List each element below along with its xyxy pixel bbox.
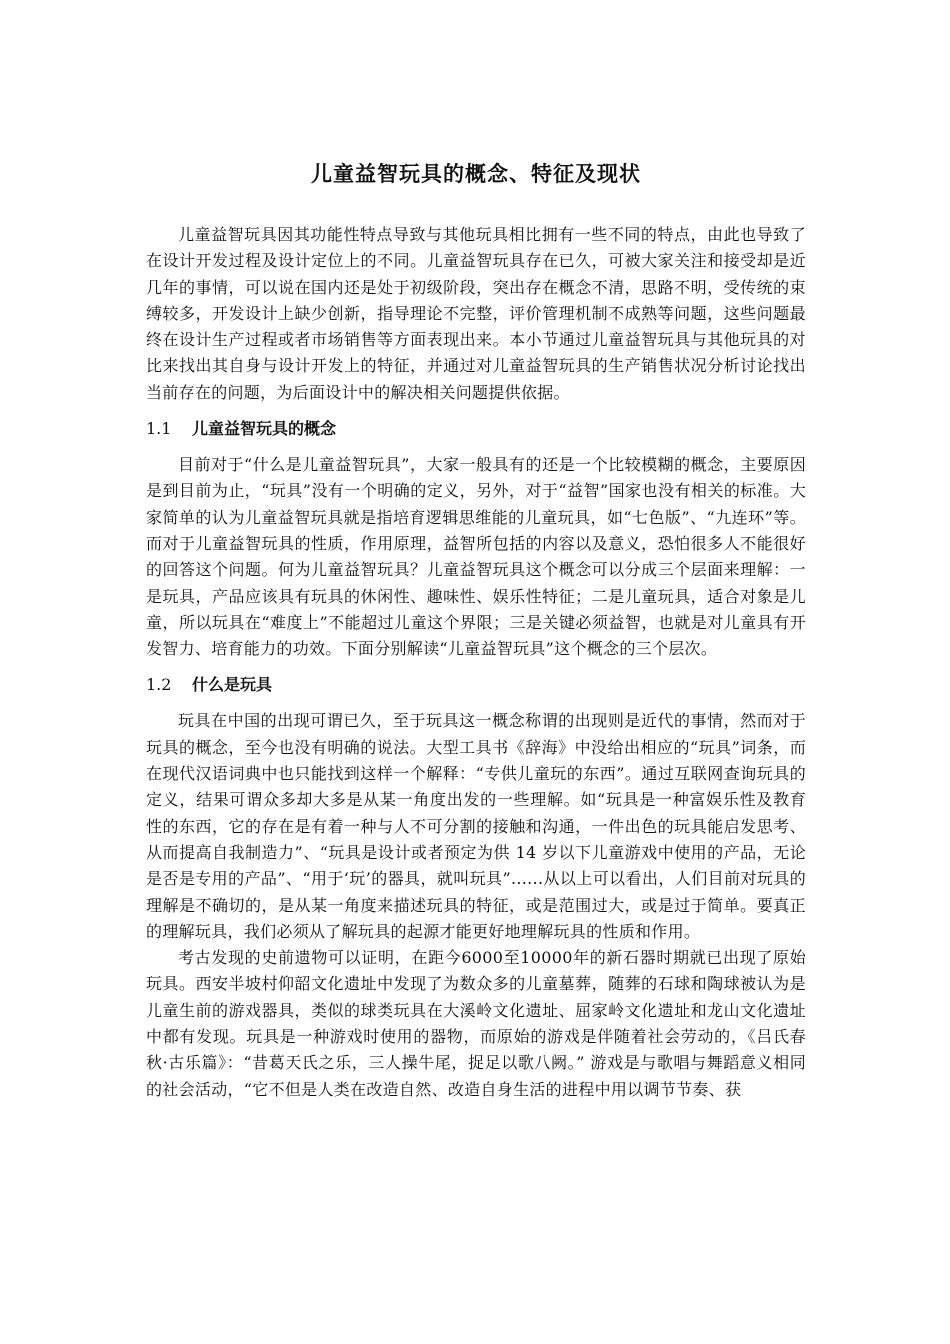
paragraph: 目前对于“什么是儿童益智玩具”，大家一般具有的还是一个比较模糊的概念，主要原因是到目前为止，“玩具”没有一个明确的定义，另外，对于“益智”国家也没有相关的标准。大家简单的认为儿童益智玩具就是指培育逻辑思维能的儿童玩具，如“七色版”、“九连环”等。而对于儿童益智玩具的性质，作用原理，益智所包括的内容以及意义，恐怕很多人不能很好的回答这个问题。何为儿童益智玩具？儿童益智玩具这个概念可以分成三个层面来理解：一是玩具，产品应该具有玩具的休闲性、趣味性、娱乐性特征；二是儿童玩具，适合对象是儿童，所以玩具在“难度上”不能超过儿童这个界限；三是关键必须益智，也就是对儿童具有开发智力、培育能力的功效。下面分别解读“儿童益智玩具”这个概念的三个层次。 — [146, 455, 806, 659]
page-title: 儿童益智玩具的概念、特征及现状 — [311, 162, 641, 186]
section-number: 1.2 — [146, 675, 172, 695]
paragraph: 考古发现的史前遗物可以证明，在距今6000至10000年的新石器时期就已出现了原始玩具。西安半坡村仰韶文化遗址中发现了为数众多的儿童墓葬，随葬的石球和陶球被认为是儿童生前的游戏器具，类似的球类玩具在大溪岭文化遗址、屈家岭文化遗址和龙山文化遗址中都有发现。玩具是一种游戏时使用的器物，而原始的游戏是伴随着社会劳动的，《吕氏春秋·古乐篇》：“昔葛天氏之乐，三人操牛尾，捉足以歌八阙。” 游戏是与歌唱与舞蹈意义相同的社会活动，“它不但是人类在改造自然、改造自身生活的进程中用以调节节奏、获 — [146, 948, 806, 1099]
section-heading-1-2 — [146, 672, 806, 698]
section-title: 什么是玩具 — [192, 675, 273, 695]
section-heading-1-1 — [146, 416, 806, 442]
section-title: 儿童益智玩具的概念 — [192, 419, 337, 439]
intro-paragraph: 儿童益智玩具因其功能性特点导致与其他玩具相比拥有一些不同的特点，由此也导致了在设计开发过程及设计定位上的不同。儿童益智玩具存在已久，可被大家关注和接受却是近几年的事情，可以说在国内还是处于初级阶段，突出存在概念不清，思路不明，受传统的束缚较多，开发设计上缺少创新，指导理论不完整，评价管理机制不成熟等问题，这些问题最终在设计生产过程或者市场销售等方面表现出来。本小节通过儿童益智玩具与其他玩具的对比来找出其自身与设计开发上的特征，并通过对儿童益智玩具的生产销售状况分析讨论找出当前存在的问题，为后面设计中的解决相关问题提供依据。 — [146, 225, 806, 402]
section-number: 1.1 — [146, 419, 172, 439]
document-body — [146, 222, 806, 1103]
paragraph: 玩具在中国的出现可谓已久，至于玩具这一概念称谓的出现则是近代的事情，然而对于玩具的概念，至今也没有明确的说法。大型工具书《辞海》中没给出相应的“玩具”词条，而在现代汉语词典中也只能找到这样一个解释：“专供儿童玩的东西”。通过互联网查询玩具的定义，结果可谓众多却大多是从某一角度出发的一些理解。如“玩具是一种富娱乐性及教育性的东西，它的存在是有着一种与人不可分割的接触和沟通，一件出色的玩具能启发思考、从而提高自我制造力”、“玩具是设计或者预定为供 14 岁以下儿童游戏中使用的产品，无论是否是专用的产品”、“用于‘玩’的器具，就叫玩具”......从以上可以看出，人们目前对玩具的理解是不确切的，是从某一角度来描述玩具的特征，或是范围过大，或是过于简单。要真正的理解玩具，我们必须从了解玩具的起源才能更好地理解玩具的性质和作用。 — [146, 711, 806, 941]
